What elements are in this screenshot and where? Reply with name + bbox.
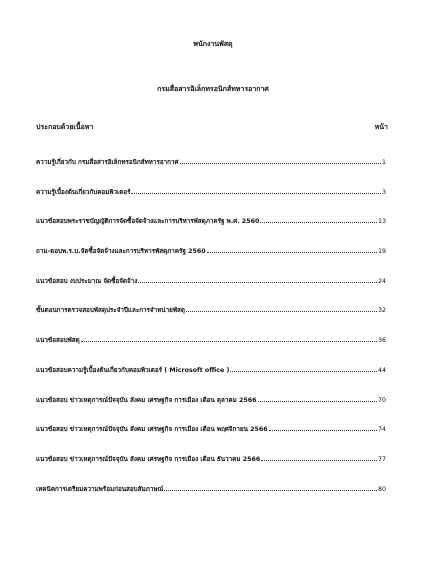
toc-entry-title: แนวข้อสอบพระราชบัญญัติการจัดซื้อจัดจ้างและการบริหารพัสดุภาครัฐ พ.ศ. 2560 (36, 218, 260, 226)
toc-entry-page: 13 (377, 218, 386, 226)
toc-entry (36, 335, 386, 365)
dot-leader (164, 485, 377, 491)
toc-entry (36, 276, 386, 306)
toc-entry-title: แนวข้อสอบพัสดุ (36, 337, 80, 345)
dot-leader (261, 455, 377, 461)
dot-leader (180, 158, 381, 164)
toc-entry-page: 74 (377, 426, 386, 434)
dot-leader (207, 247, 377, 253)
toc-entry-page: 77 (377, 455, 386, 463)
toc-entry-page: 44 (377, 366, 386, 374)
toc-entry-title: แนวข้อสอบ งบประมาณ จัดซื้อจัดจ้าง (36, 277, 138, 285)
toc-entry (36, 216, 386, 246)
toc-entry-title: เทคนิคการเตรียมความพร้อมก่อนสอบสัมภาษณ์ (36, 485, 164, 493)
toc-entry (36, 246, 386, 276)
toc-entry-page: 32 (377, 307, 386, 315)
dot-leader (269, 425, 377, 431)
toc-entry (36, 395, 386, 425)
dot-leader (258, 396, 377, 402)
toc-entry-title: ความรู้เบื้องต้นเกี่ยวกับคอมพิวเตอร์ (36, 188, 131, 196)
toc-entry-title: แนวข้อสอบความรู้เบื้องต้นเกี่ยวกับคอมพิวเตอร์ ( Microsoft office ) (36, 366, 230, 374)
toc-entry-page: 19 (377, 248, 386, 256)
toc-entry-page: 36 (377, 337, 386, 345)
toc-entry-title: แนวข้อสอบ ข่าวเหตุการณ์ปัจจุบัน สังคม เศรษฐกิจ การเมือง เดือน พฤศจิกายน 2566 (36, 426, 268, 434)
dot-leader (186, 306, 377, 312)
toc-entry (36, 157, 386, 187)
toc-entry (36, 305, 386, 335)
toc-entry-title: แนวข้อสอบ ข่าวเหตุการณ์ปัจจุบัน สังคม เศรษฐกิจ การเมือง เดือน ตุลาคม 2566 (36, 396, 257, 404)
toc-entry-page: 1 (381, 159, 386, 166)
toc-entry (36, 484, 386, 514)
document-title: พนักงานพัสดุ (193, 40, 233, 48)
toc-entry-title: ขั้นตอนการตรวจสอบพัสดุประจำปีและการจำหน่ายพัสดุ (36, 307, 185, 315)
dot-leader (81, 336, 377, 342)
toc-entry-page: 3 (381, 188, 386, 196)
dot-leader (131, 188, 381, 194)
page-column-label: หน้า (374, 123, 388, 131)
dot-leader (260, 217, 377, 223)
document-subtitle: กรมสื่อสารอิเล็กทรอนิกส์ทหารอากาศ (157, 85, 269, 93)
dot-leader (138, 277, 377, 283)
table-of-contents (36, 157, 386, 513)
toc-entry-page: 70 (377, 396, 386, 404)
toc-entry-title: แนวข้อสอบ ข่าวเหตุการณ์ปัจจุบัน สังคม เศรษฐกิจ การเมือง เดือน ธันวาคม 2566 (36, 455, 261, 463)
toc-entry-title: ความรู้เกี่ยวกับ กรมสื่อสารอิเล็กทรอนิกส์ทหารอากาศ (36, 159, 179, 166)
toc-entry (36, 424, 386, 454)
toc-entry (36, 187, 386, 217)
toc-entry (36, 454, 386, 484)
contents-label: ประกอบด้วยเนื้อหา (36, 123, 94, 131)
dot-leader (230, 366, 377, 372)
toc-entry-page: 80 (377, 485, 386, 493)
toc-entry (36, 365, 386, 395)
toc-entry-title: ถาม-ตอบพ.ร.บ.จัดซื้อจัดจ้างและการบริหารพัสดุภาครัฐ 2560 (36, 248, 206, 256)
toc-header (36, 122, 388, 133)
toc-entry-page: 24 (377, 277, 386, 285)
